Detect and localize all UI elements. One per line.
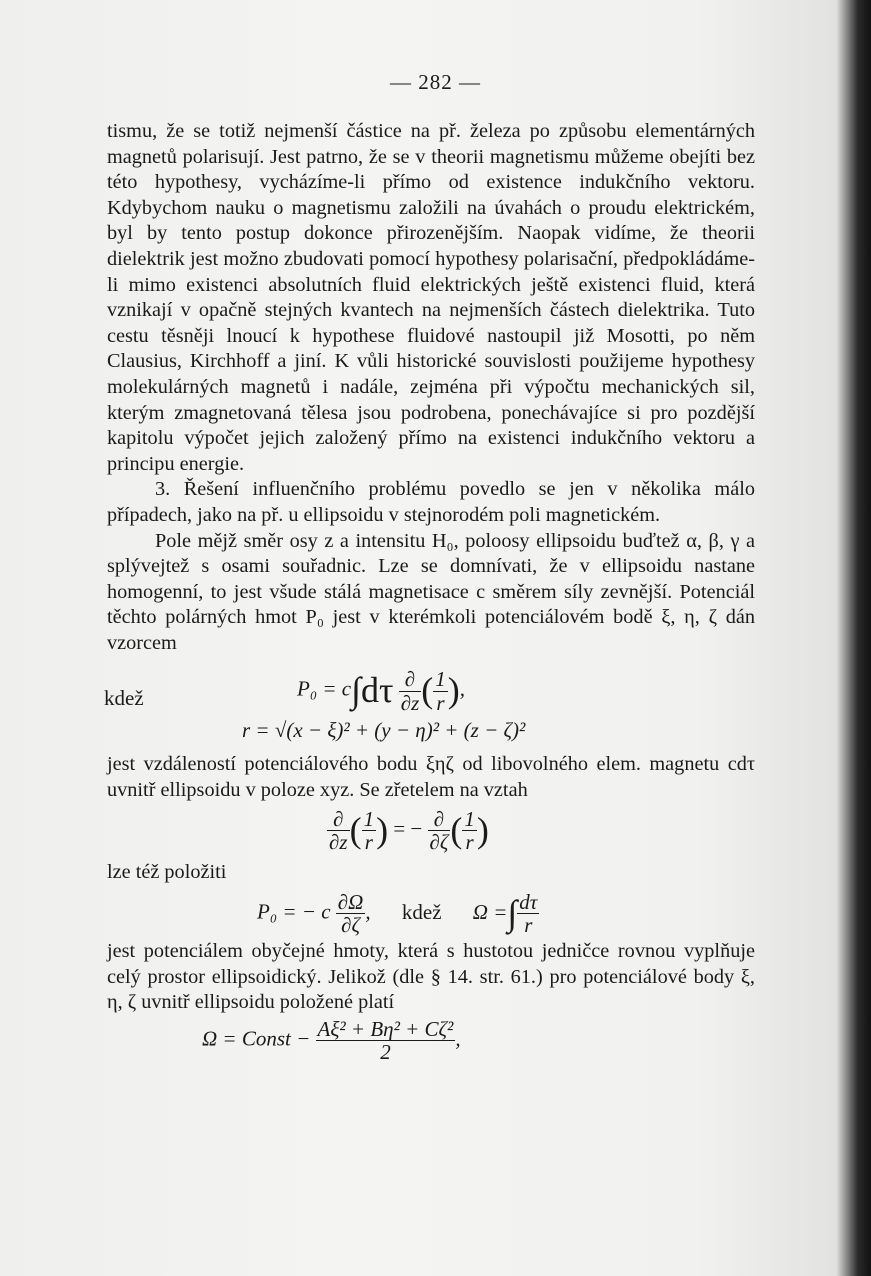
formula-4-comma: ,: [365, 899, 371, 924]
formula-1-d-den: ∂z: [400, 690, 420, 715]
formula-5-lhs: Ω = Const −: [202, 1026, 311, 1051]
formula-3-d1: [327, 808, 350, 853]
formula-3-eq: = −: [393, 816, 423, 841]
formula-1-d-num: ∂: [399, 668, 422, 691]
formula-4-integral: ∫: [507, 893, 518, 933]
formula-3-one2: 1: [464, 806, 475, 831]
formula-4-int-den: r: [524, 913, 533, 938]
kdez-label-2: kdež: [401, 899, 442, 924]
paragraph-5: lze též položiti: [107, 860, 227, 883]
formula-distance: [107, 708, 755, 752]
formula-4-den: ∂ζ: [341, 913, 361, 938]
formula-4-frac: [336, 891, 366, 936]
formula-1-tail: ,: [459, 676, 466, 701]
formula-5-num: Aξ² + Bη² + Cζ²: [317, 1017, 454, 1042]
formula-1-one: 1: [435, 667, 446, 692]
formula-4-num: ∂Ω: [337, 890, 364, 915]
formula-5-comma: ,: [455, 1026, 461, 1051]
page-number: — 282 —: [390, 70, 481, 94]
formula-3-d2-num: ∂: [428, 808, 451, 831]
formula-3-d2-den: ∂ζ: [429, 829, 449, 854]
paragraph-6: jest potenciálem obyčejné hmoty, která s hustotou jedničce rovnou vyplňuje celý prostor ellipsoidický. Jelikož (dle § 14. str. 61.) pro potenciálové body ξ, η, ζ uvnitř ellipsoidu položené platí: [107, 940, 755, 1014]
formula-4-lhs: P₀ = − c: [257, 899, 331, 924]
formula-4-int-frac: [517, 891, 539, 936]
formula-5-frac: [316, 1018, 456, 1063]
formula-3-d1-num: ∂: [327, 808, 350, 831]
paragraph-1: tismu, že se totiž nejmenší částice na př. železa po způsobu elementárných magnetů polarisují. Jest patrno, že se v theorii magnetismu můžeme obejíti bez této hypothesy, vycházíme-li přímo od existence indukčního vektoru. Kdybychom nauku o magnetismu založili na úvahách o proudu elektrickém, byl by tento postup dokonce přirozenějším. Naopak vidíme, že theorii dielektrik jest možno zbudovati pomocí hypothesy polarisační, předpokládáme-li mimo existenci absolutních fluid elektrických ještě existenci fluid, která vznikají v opačně stejných kvantech na nejmenších částech dielektrika. Tuto cestu těsněji lnoucí k hypothese fluidové nastoupil již Mosotti, po něm Clausius, Kirchhoff a jiní. K vůli historické souvislosti použijeme hypothesy molekulárných magnetů i nadále, zejména při výpočtu mechanických sil, kterým zmagnetovaná tělesa jsou podrobena, ponechávajíce si pro pozdější kapitolu výpočet jejich založený přímo na existenci indukčního vektoru a principu energie.: [107, 120, 755, 475]
kdez-label-1: kdež: [104, 686, 144, 711]
paragraph-3: Pole mějž směr osy z a intensitu H₀, poloosy ellipsoidu buďtež α, β, γ a splývejtež s osami souřadnic. Lze se domnívati, že v ellipsoidu nastane homogenní, to jest všude stálá magnetisace c směrem síly zevnější. Potenciál těchto polárných hmot P₀ jest v kterémkoli potenciálovém bodě ξ, η, ζ dán vzorcem: [107, 529, 755, 654]
formula-2: r = √(x − ξ)² + (y − η)² + (z − ζ)²: [242, 718, 526, 743]
formula-3-r1: r: [364, 829, 373, 854]
formula-1-r: r: [436, 690, 445, 715]
formula-3-d2: [428, 808, 451, 853]
paragraph-4: jest vzdáleností potenciálového bodu ξηζ od libovolného elem. magnetu cdτ uvnitř ellipsoidu v poloze xyz. Se zřetelem na vztah: [107, 753, 755, 802]
paragraph-2: 3. Řešení influenčního problému povedlo se jen v několika málo případech, jako na př. u ellipsoidu v stejnorodém poli magnetickém.: [107, 478, 755, 526]
formula-1-lhs: P₀ = c: [297, 676, 352, 701]
formula-relation: $\frac{\partial}{\partial z}$ ( $\frac{1}{r}$ ) = − $\frac{\partial}{\partial\zeta}$ ( $\frac{1}{r}$ ): [329, 806, 489, 854]
formula-3-one1: 1: [363, 806, 375, 831]
formula-5-den: 2: [380, 1040, 391, 1065]
formula-3-r2: r: [465, 829, 474, 854]
formula-p0: [107, 885, 755, 939]
formula-3-d1-den: ∂z: [329, 829, 348, 854]
formula-4-omega: Ω =: [472, 899, 508, 924]
formula-1-integral: ∫dτ: [351, 670, 394, 711]
formula-1-derivative: [399, 668, 422, 713]
formula-3-frac2: [462, 808, 477, 853]
formula-omega: [107, 1016, 755, 1066]
body-text: [104, 119, 755, 1066]
formula-1-one-over-r: [433, 668, 448, 713]
formula-potential: P₀ = c∫dτ $\frac{\partial}{\partial z}$ ( $\frac{1}{r}$ ), kdež: [104, 667, 466, 715]
formula-3-frac1: [362, 808, 377, 853]
formula-4-int-num: dτ: [519, 890, 538, 915]
